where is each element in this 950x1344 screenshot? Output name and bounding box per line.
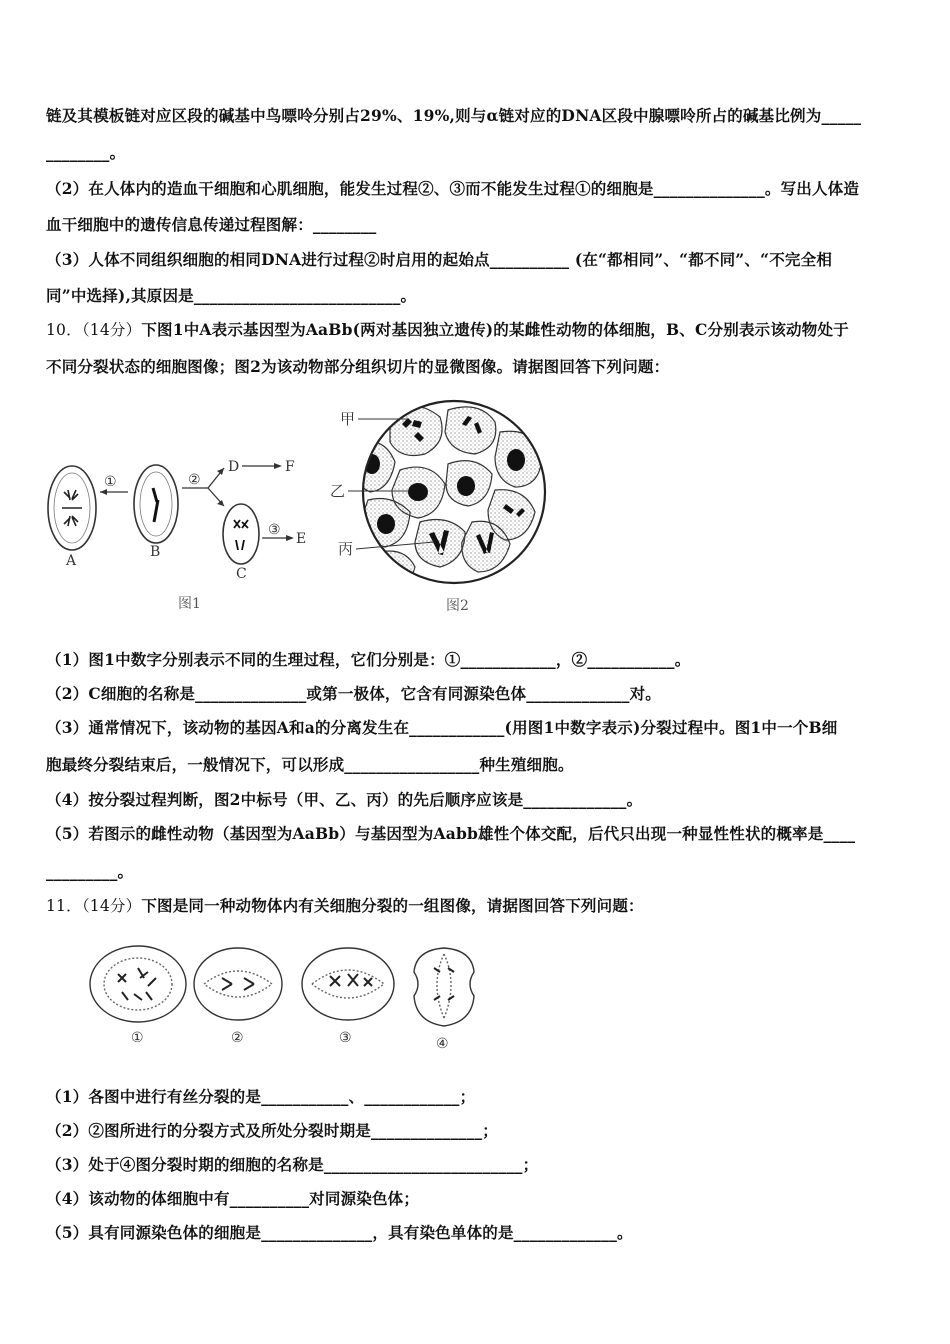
- cell-c: [223, 504, 259, 564]
- step-1-label: ①: [104, 474, 117, 490]
- cell-4: [414, 948, 474, 1026]
- cell-2: [194, 948, 282, 1020]
- label-a: A: [66, 553, 77, 569]
- label-jia: 甲: [340, 410, 356, 428]
- cell-2-label: ②: [231, 1030, 244, 1046]
- q11-number: 11．: [46, 897, 82, 915]
- q10-question-2: （2）C细胞的名称是______________或第一极体，它含有同源染色体_____________对。: [46, 684, 661, 703]
- q10-question-5b: _________。: [46, 862, 134, 881]
- q11-question-3: （3）处于④图分裂时期的细胞的名称是_________________________；: [46, 1155, 539, 1174]
- cell-3: [302, 948, 394, 1020]
- q11-header: [46, 894, 644, 916]
- q10-question-5a: （5）若图示的雌性动物（基因型为AaBb）与基因型为Aabb雄性个体交配，后代只出现一种显性性状的概率是____: [46, 824, 856, 843]
- figure-2-caption: 图2: [446, 598, 469, 614]
- figure-2: [330, 392, 560, 622]
- q11-question-4: （4）该动物的体细胞中有__________对同源染色体；: [46, 1189, 420, 1208]
- label-c: C: [236, 566, 247, 582]
- step-3-label: ③: [268, 522, 281, 538]
- q11-question-2: （2）②图所进行的分裂方式及所处分裂时期是______________；: [46, 1121, 498, 1140]
- cell-1-label: ①: [131, 1030, 144, 1046]
- text-line-1: 链及其模板链对应区段的碱基中鸟嘌呤分别占29%、19%,则与α链对应的DNA区段中腺嘌呤所占的碱基比例为_____: [46, 106, 862, 125]
- label-f: F: [285, 459, 295, 475]
- q10-question-3b: 胞最终分裂结束后，一般情况下，可以形成_________________种生殖细胞。: [46, 755, 574, 774]
- cell-4-label: ④: [436, 1036, 449, 1052]
- figure-1-caption: 图1: [178, 596, 201, 612]
- text-line-4: 血干细胞中的遗传信息传递过程图解：________: [46, 215, 377, 234]
- q10-number: 10．: [46, 321, 82, 339]
- cell-a-chromosomes: [62, 490, 82, 526]
- text-line-3: （2）在人体内的造血干细胞和心肌细胞，能发生过程②、③而不能发生过程①的细胞是______________。写出人体造: [46, 179, 860, 198]
- q11-question-5: （5）具有同源染色体的细胞是______________，具有染色单体的是_____________。: [46, 1223, 633, 1242]
- label-d: D: [228, 459, 240, 475]
- q11-score: （14分）: [81, 897, 142, 915]
- figure-q11: [86, 938, 486, 1058]
- cell-c-chromosomes: [234, 520, 248, 550]
- q10-header: [46, 318, 849, 340]
- text-line-2: ________。: [46, 143, 126, 162]
- step-2-label: ②: [188, 472, 201, 488]
- cell-b-chromosomes: [153, 488, 158, 522]
- q10-score: （14分）: [81, 321, 142, 339]
- label-bing: 丙: [338, 540, 354, 558]
- label-e: E: [296, 531, 307, 547]
- q11-text: 下图是同一种动物体内有关细胞分裂的一组图像，请据图回答下列问题：: [141, 896, 644, 915]
- q10-question-1: （1）图1中数字分别表示不同的生理过程，它们分别是：①____________，②___________。: [46, 650, 691, 669]
- label-yi: 乙: [330, 482, 346, 500]
- label-b: B: [150, 544, 161, 560]
- q10-question-3a: （3）通常情况下，该动物的基因A和a的分离发生在____________(用图1中数字表示)分裂过程中。图1中一个B细: [46, 718, 838, 737]
- text-line-5: （3）人体不同组织细胞的相同DNA进行过程②时启用的起始点__________ (在“都相同”、“都不同”、“不完全相: [46, 250, 833, 269]
- q10-text1: 下图1中A表示基因型为AaBb(两对基因独立遗传)的某雌性动物的体细胞，B、C分别表示该动物处于: [141, 320, 849, 339]
- cell-3-label: ③: [339, 1030, 352, 1046]
- figure-1: [40, 440, 340, 620]
- q10-text2: 不同分裂状态的细胞图像；图2为该动物部分组织切片的显微图像。请据图回答下列问题：: [46, 357, 670, 376]
- q11-question-1: （1）各图中进行有丝分裂的是___________、____________；: [46, 1087, 476, 1106]
- text-line-6: 同”中选择),其原因是__________________________。: [46, 286, 417, 305]
- q10-question-4: （4）按分裂过程判断，图2中标号（甲、乙、丙）的先后顺序应该是_____________。: [46, 790, 643, 809]
